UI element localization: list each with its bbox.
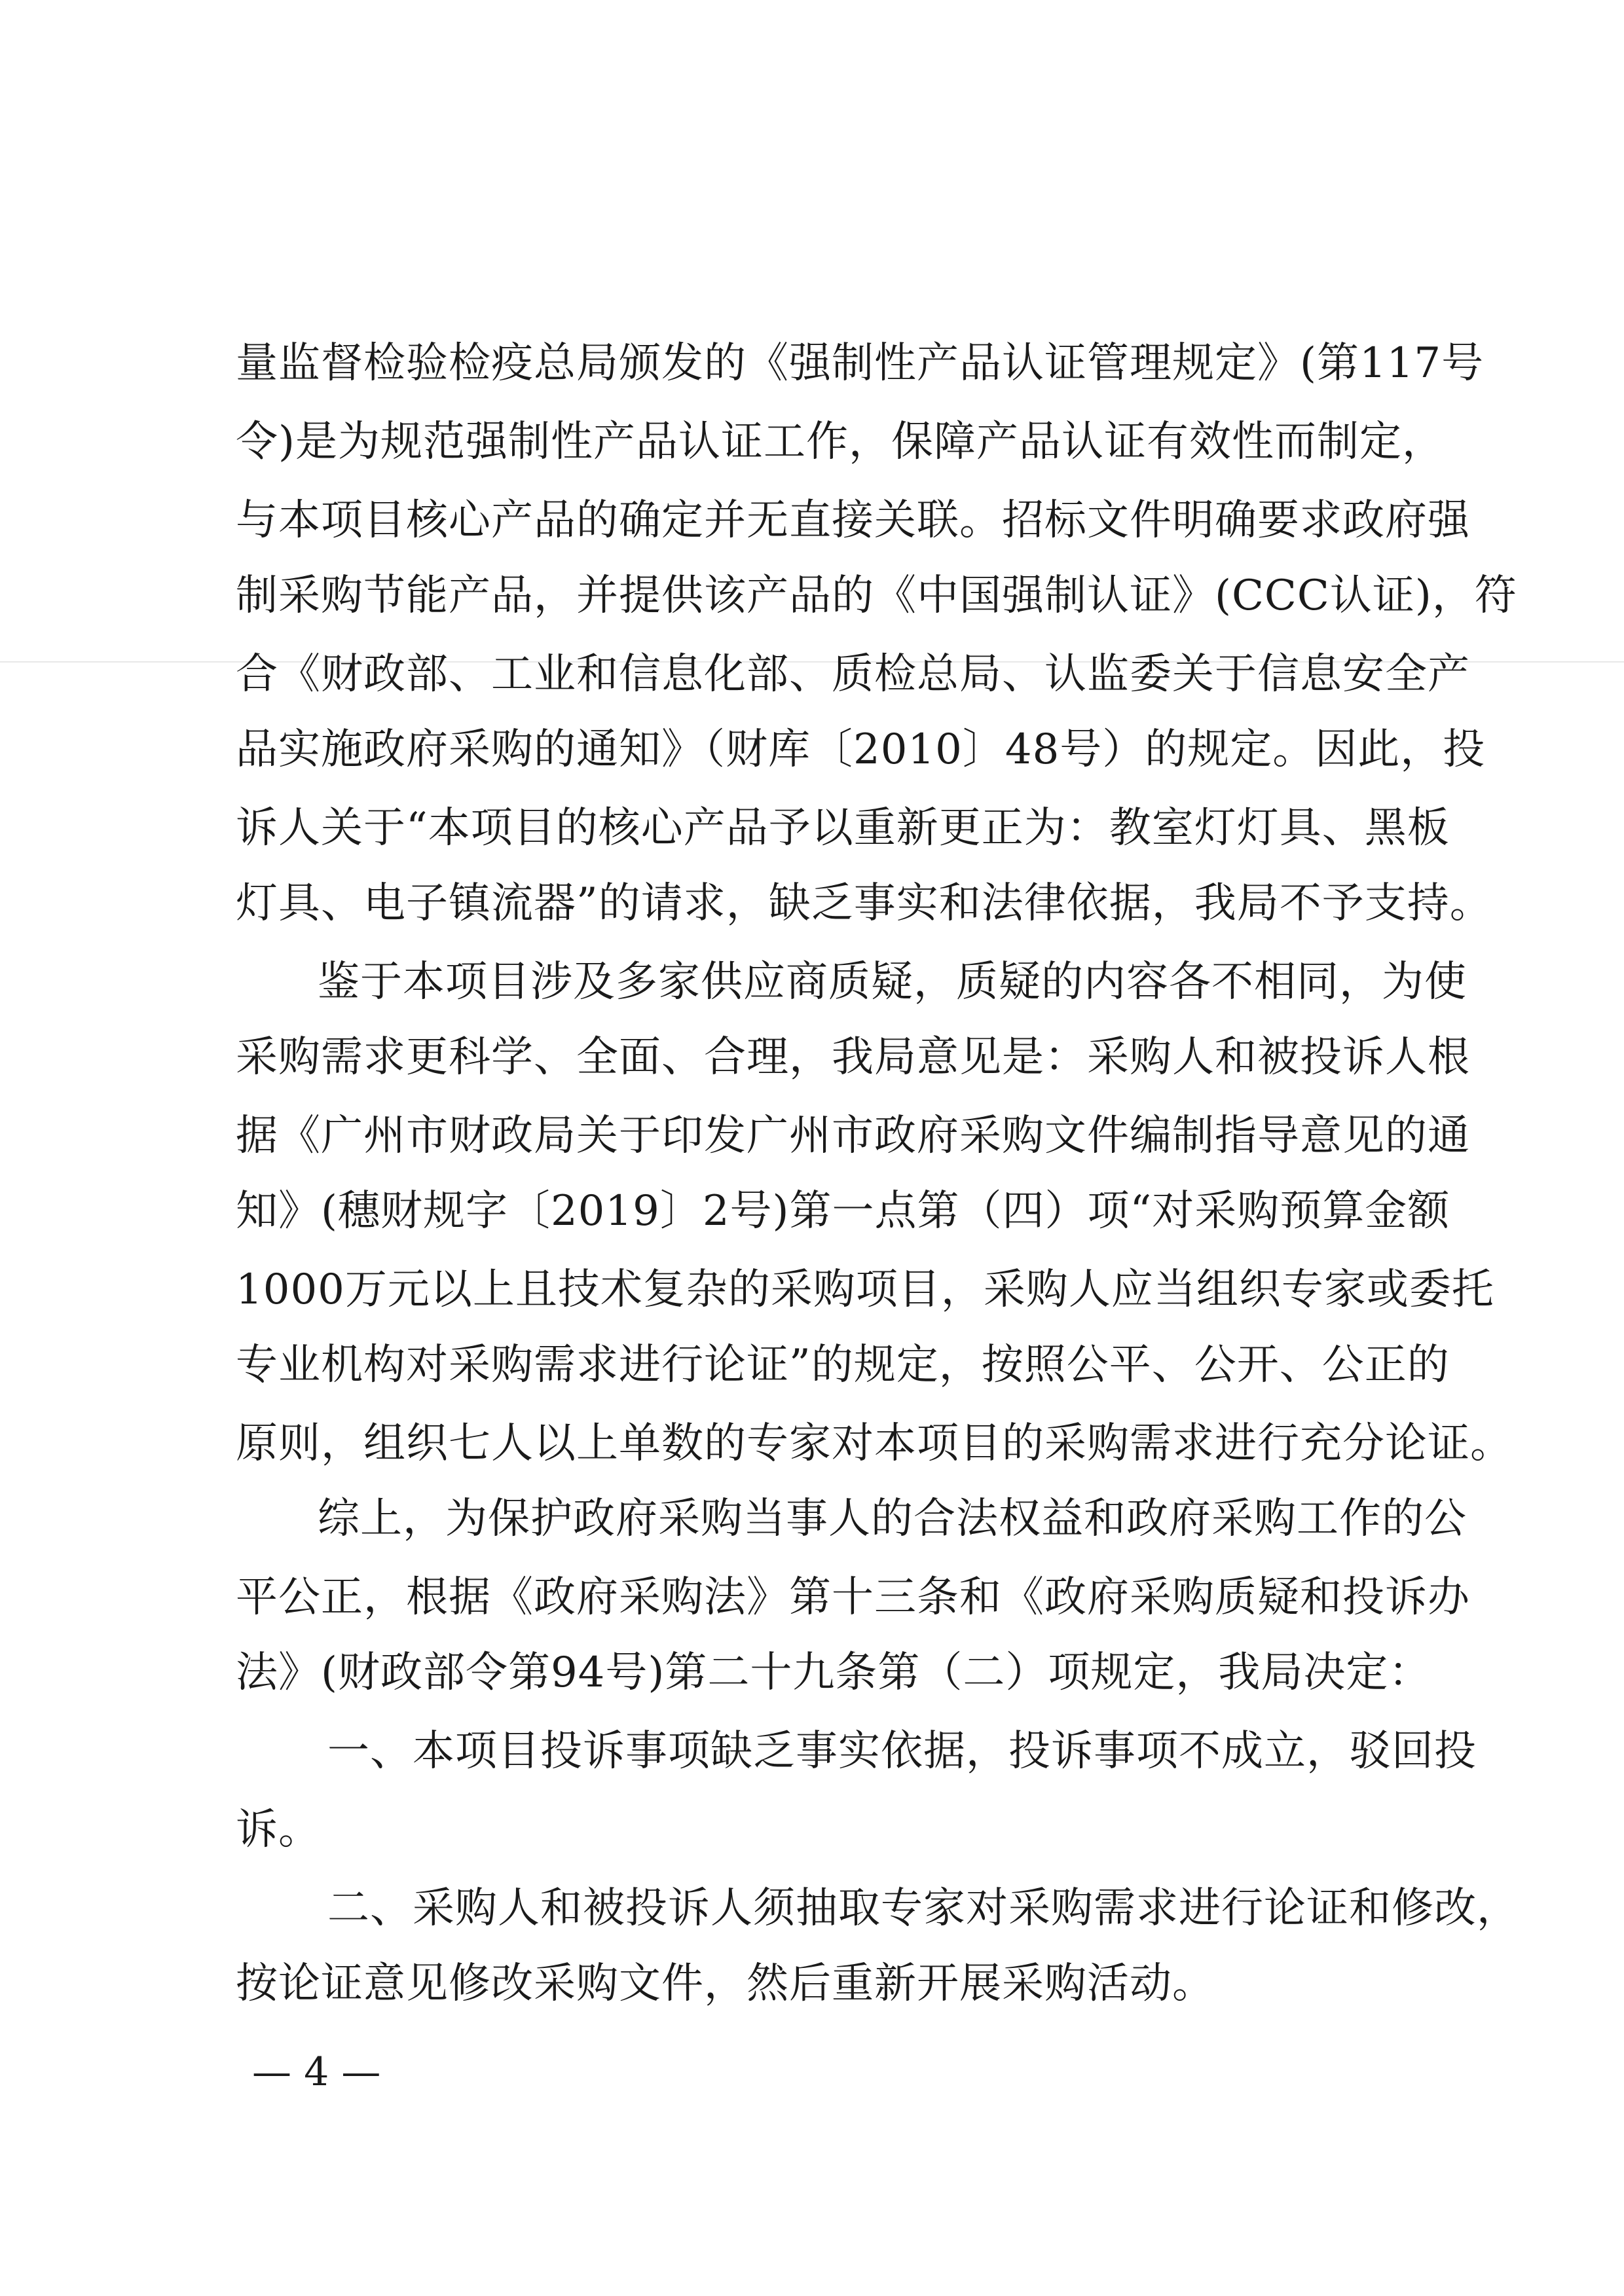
text-line: 按论证意见修改采购文件，然后重新开展采购活动。 [236,1959,1215,2008]
page-number: — 4 — [252,2049,381,2095]
text-line: 灯具、电子镇流器”的请求，缺乏事实和法律依据，我局不予支持。 [236,879,1492,928]
text-line: 综上，为保护政府采购当事人的合法权益和政府采购工作的公 [318,1495,1467,1543]
text-line: 据《广州市财政局关于印发广州市政府采购文件编制指导意见的通 [236,1112,1470,1160]
text-line: 制采购节能产品，并提供该产品的《中国强制认证》(CCC认证)，符 [236,572,1517,620]
text-line: 合《财政部、工业和信息化部、质检总局、认监委关于信息安全产 [236,650,1470,699]
text-line: 品实施政府采购的通知》（财库〔2010〕48号）的规定。因此，投 [236,725,1486,774]
text-line: 令)是为规范强制性产品认证工作，保障产品认证有效性而制定， [236,418,1445,466]
text-line: 1000万元以上且技术复杂的采购项目，采购人应当组织专家或委托 [236,1266,1494,1314]
text-line: 诉人关于“本项目的核心产品予以重新更正为：教室灯灯具、黑板 [236,804,1450,852]
text-line: 一、本项目投诉事项缺乏事实依据，投诉事项不成立，驳回投 [327,1727,1477,1776]
text-line: 二、采购人和被投诉人须抽取专家对采购需求进行论证和修改， [327,1884,1519,1933]
text-line: 知》(穗财规字〔2019〕2号)第一点第（四）项“对采购预算金额 [236,1187,1450,1235]
text-line: 量监督检验检疫总局颁发的《强制性产品认证管理规定》(第117号 [236,339,1485,388]
text-line: 专业机构对采购需求进行论证”的规定，按照公平、公开、公正的 [236,1341,1450,1389]
text-line: 与本项目核心产品的确定并无直接关联。招标文件明确要求政府强 [236,496,1470,545]
text-line: 鉴于本项目涉及多家供应商质疑，质疑的内容各不相同，为使 [318,958,1467,1006]
text-line: 平公正，根据《政府采购法》第十三条和《政府采购质疑和投诉办 [236,1573,1470,1622]
text-line: 诉。 [236,1806,321,1854]
text-line: 原则，组织七人以上单数的专家对本项目的采购需求进行充分论证。 [236,1419,1513,1468]
text-line: 采购需求更科学、全面、合理，我局意见是：采购人和被投诉人根 [236,1033,1470,1082]
text-line: 法》(财政部令第94号)第二十九条第（二）项规定，我局决定： [236,1649,1431,1697]
